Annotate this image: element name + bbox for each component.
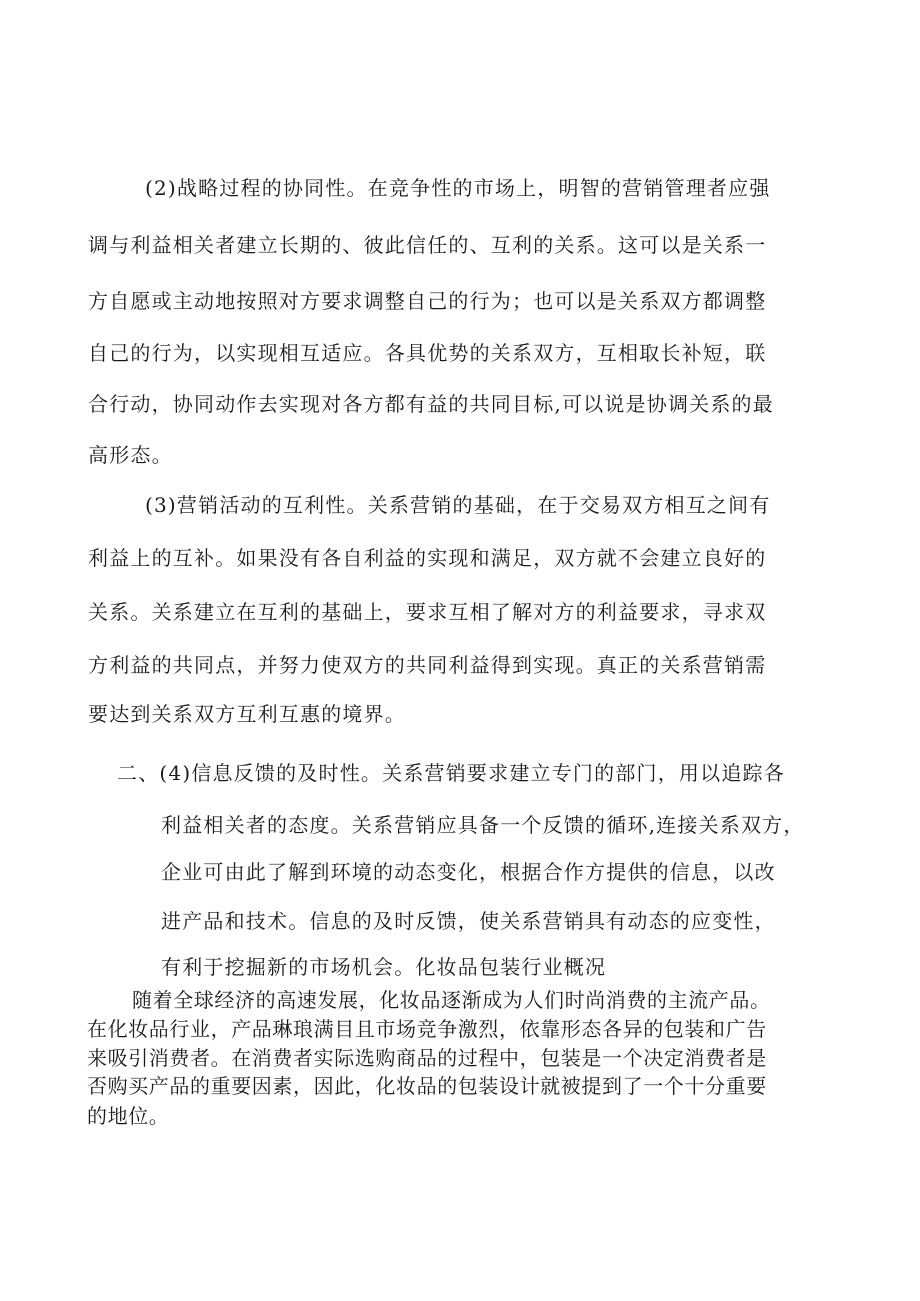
text-line: 否购买产品的重要因素，因此，化妆品的包装设计就被提到了一个十分重要 bbox=[87, 1074, 767, 1098]
text-line: 来吸引消费者。在消费者实际选购商品的过程中，包装是一个决定消费者是 bbox=[87, 1046, 767, 1070]
text-line: 随着全球经济的高速发展，化妆品逐渐成为人们时尚消费的主流产品。 bbox=[132, 988, 771, 1012]
text-line: 关系。关系建立在互利的基础上，要求互相了解对方的利益要求，寻求双 bbox=[88, 600, 767, 624]
text-line: (3)营销活动的互利性。关系营销的基础，在于交易双方相互之间有 bbox=[145, 493, 771, 517]
text-line: 企业可由此了解到环境的动态变化，根据合作方提供的信息，以改 bbox=[161, 860, 776, 884]
text-line: 合行动，协同动作去实现对各方都有益的共同目标,可以说是协调关系的最 bbox=[88, 392, 774, 416]
text-line: 自己的行为，以实现相互适应。各具优势的关系双方，互相取长补短，联 bbox=[88, 341, 767, 365]
text-line: 调与利益相关者建立长期的、彼此信任的、互利的关系。这可以是关系一 bbox=[88, 233, 767, 257]
text-line: 利益上的互补。如果没有各自利益的实现和满足，双方就不会建立良好的 bbox=[88, 546, 767, 570]
text-line: 二、(4)信息反馈的及时性。关系营销要求建立专门的部门，用以追踪各 bbox=[117, 761, 785, 785]
text-line: 在化妆品行业，产品琳琅满目且市场竞争激烈，依靠形态各异的包装和广告 bbox=[87, 1017, 767, 1041]
text-line: 的地位。 bbox=[87, 1104, 170, 1128]
text-line: (2)战略过程的协同性。在竞争性的市场上，明智的营销管理者应强 bbox=[145, 176, 771, 200]
text-line: 进产品和技术。信息的及时反馈，使关系营销具有动态的应变性， bbox=[161, 909, 776, 933]
text-line: 利益相关者的态度。关系营销应具备一个反馈的循环,连接关系双方， bbox=[161, 813, 805, 837]
text-line: 有利于挖掘新的市场机会。化妆品包装行业概况 bbox=[161, 955, 607, 979]
text-line: 方利益的共同点，并努力使双方的共同利益得到实现。真正的关系营销需 bbox=[88, 653, 767, 677]
text-line: 要达到关系双方互利互惠的境界。 bbox=[88, 702, 406, 726]
text-line: 高形态。 bbox=[88, 443, 173, 467]
text-line: 方自愿或主动地按照对方要求调整自己的行为；也可以是关系双方都调整 bbox=[88, 289, 767, 313]
